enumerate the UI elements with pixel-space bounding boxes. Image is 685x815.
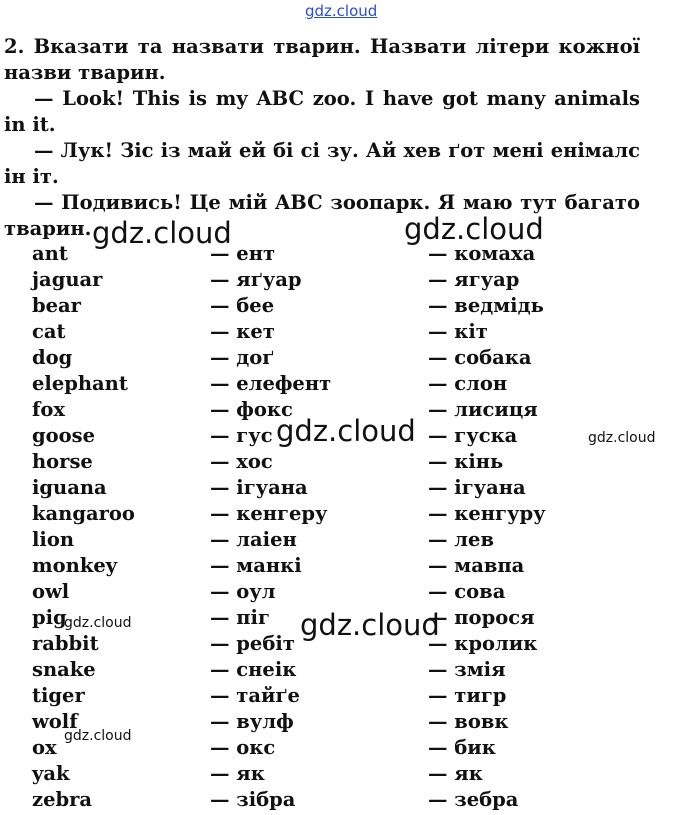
- animal-english: zebra: [32, 788, 93, 811]
- animal-row: [0, 787, 685, 813]
- exercise-text: [4, 34, 640, 242]
- animal-ukrainian: — ягуар: [428, 268, 520, 291]
- animal-english: kangaroo: [32, 502, 135, 525]
- animal-transcription: — кенгеру: [210, 502, 328, 525]
- animal-ukrainian: — кіт: [428, 320, 488, 343]
- animal-transcription: — фокс: [210, 398, 293, 421]
- animal-transcription: — бее: [210, 294, 275, 317]
- animal-row: [0, 527, 685, 553]
- animal-ukrainian: — слон: [428, 372, 508, 395]
- animal-row: [0, 319, 685, 345]
- watermark: gdz.cloud: [588, 430, 656, 446]
- dialogue-ukrainian: — Подивись! Це мій ABC зоопарк. Я маю тут багато тварин.: [4, 191, 640, 240]
- animal-row: [0, 683, 685, 709]
- animal-ukrainian: — мавпа: [428, 554, 525, 577]
- animal-transcription: — снеік: [210, 658, 297, 681]
- animal-ukrainian: — комаха: [428, 242, 536, 265]
- animal-transcription: — тайґе: [210, 684, 300, 707]
- animal-ukrainian: — сова: [428, 580, 506, 603]
- animal-english: dog: [32, 346, 73, 369]
- animal-ukrainian: — як: [428, 762, 483, 785]
- animal-english: iguana: [32, 476, 107, 499]
- animal-row: [0, 267, 685, 293]
- animal-ukrainian: — бик: [428, 736, 496, 759]
- animal-transcription: — оул: [210, 580, 276, 603]
- animal-ukrainian: — ведмідь: [428, 294, 544, 317]
- animal-ukrainian: — ігуана: [428, 476, 526, 499]
- animal-transcription: — гус: [210, 424, 273, 447]
- dialogue-english: — Look! This is my ABC zoo. I have got many animals in it.: [4, 87, 640, 136]
- animal-english: owl: [32, 580, 70, 603]
- animal-row: [0, 553, 685, 579]
- animal-row: [0, 501, 685, 527]
- animal-english: jaguar: [32, 268, 103, 291]
- animal-transcription: — ігуана: [210, 476, 308, 499]
- animal-transcription: — хос: [210, 450, 273, 473]
- task-heading: 2. Вказати та назвати тварин. Назвати літери кожної назви тварин.: [4, 35, 640, 84]
- animal-ukrainian: — кролик: [428, 632, 538, 655]
- animal-ukrainian: — зебра: [428, 788, 519, 811]
- animal-ukrainian: — лисиця: [428, 398, 538, 421]
- animal-row: [0, 579, 685, 605]
- animal-transcription: — доґ: [210, 346, 275, 369]
- animal-row: [0, 761, 685, 787]
- watermark: gdz.cloud: [404, 212, 544, 246]
- animal-row: [0, 475, 685, 501]
- animal-row: [0, 371, 685, 397]
- watermark: gdz.cloud: [64, 615, 132, 631]
- watermark: gdz.cloud: [92, 216, 232, 250]
- animal-english: fox: [32, 398, 66, 421]
- animal-ukrainian: — вовк: [428, 710, 509, 733]
- animal-row: [0, 293, 685, 319]
- animal-transcription: — яґуар: [210, 268, 302, 291]
- animal-english: ant: [32, 242, 68, 265]
- dialogue-transcription: — Лук! Зіс із май ей бі сі зу. Ай хев ґот мені енімалс ін іт.: [4, 139, 640, 188]
- animal-transcription: — ент: [210, 242, 276, 265]
- animal-transcription: — манкі: [210, 554, 302, 577]
- animal-ukrainian: — собака: [428, 346, 532, 369]
- animal-english: goose: [32, 424, 96, 447]
- animal-row: [0, 449, 685, 475]
- animal-transcription: — піг: [210, 606, 270, 629]
- watermark: gdz.cloud: [300, 608, 440, 642]
- animal-english: snake: [32, 658, 96, 681]
- animal-english: yak: [32, 762, 70, 785]
- animal-english: horse: [32, 450, 93, 473]
- animal-english: lion: [32, 528, 74, 551]
- animal-ukrainian: — лев: [428, 528, 494, 551]
- animal-english: cat: [32, 320, 66, 343]
- animal-row: [0, 345, 685, 371]
- animal-transcription: — вулф: [210, 710, 294, 733]
- animal-english: ox: [32, 736, 57, 759]
- animal-transcription: — як: [210, 762, 265, 785]
- animal-transcription: — елефент: [210, 372, 332, 395]
- animal-transcription: — зібра: [210, 788, 296, 811]
- watermark: gdz.cloud: [276, 414, 416, 448]
- animal-ukrainian: — кенгуру: [428, 502, 546, 525]
- animal-english: elephant: [32, 372, 128, 395]
- animal-english: bear: [32, 294, 81, 317]
- animal-ukrainian: — кінь: [428, 450, 504, 473]
- animal-english: pig: [32, 606, 67, 629]
- animal-transcription: — ребіт: [210, 632, 295, 655]
- animal-row: [0, 657, 685, 683]
- animal-ukrainian: — порося: [428, 606, 535, 629]
- animal-ukrainian: — гуска: [428, 424, 518, 447]
- animal-transcription: — лаіен: [210, 528, 297, 551]
- animal-english: tiger: [32, 684, 85, 707]
- animal-ukrainian: — змія: [428, 658, 506, 681]
- animal-transcription: — окс: [210, 736, 276, 759]
- animal-ukrainian: — тигр: [428, 684, 507, 707]
- animal-english: monkey: [32, 554, 118, 577]
- watermark-top-link[interactable]: gdz.cloud: [305, 2, 378, 20]
- animal-english: rabbit: [32, 632, 99, 655]
- animal-transcription: — кет: [210, 320, 275, 343]
- watermark: gdz.cloud: [64, 728, 132, 744]
- animal-english: wolf: [32, 710, 78, 733]
